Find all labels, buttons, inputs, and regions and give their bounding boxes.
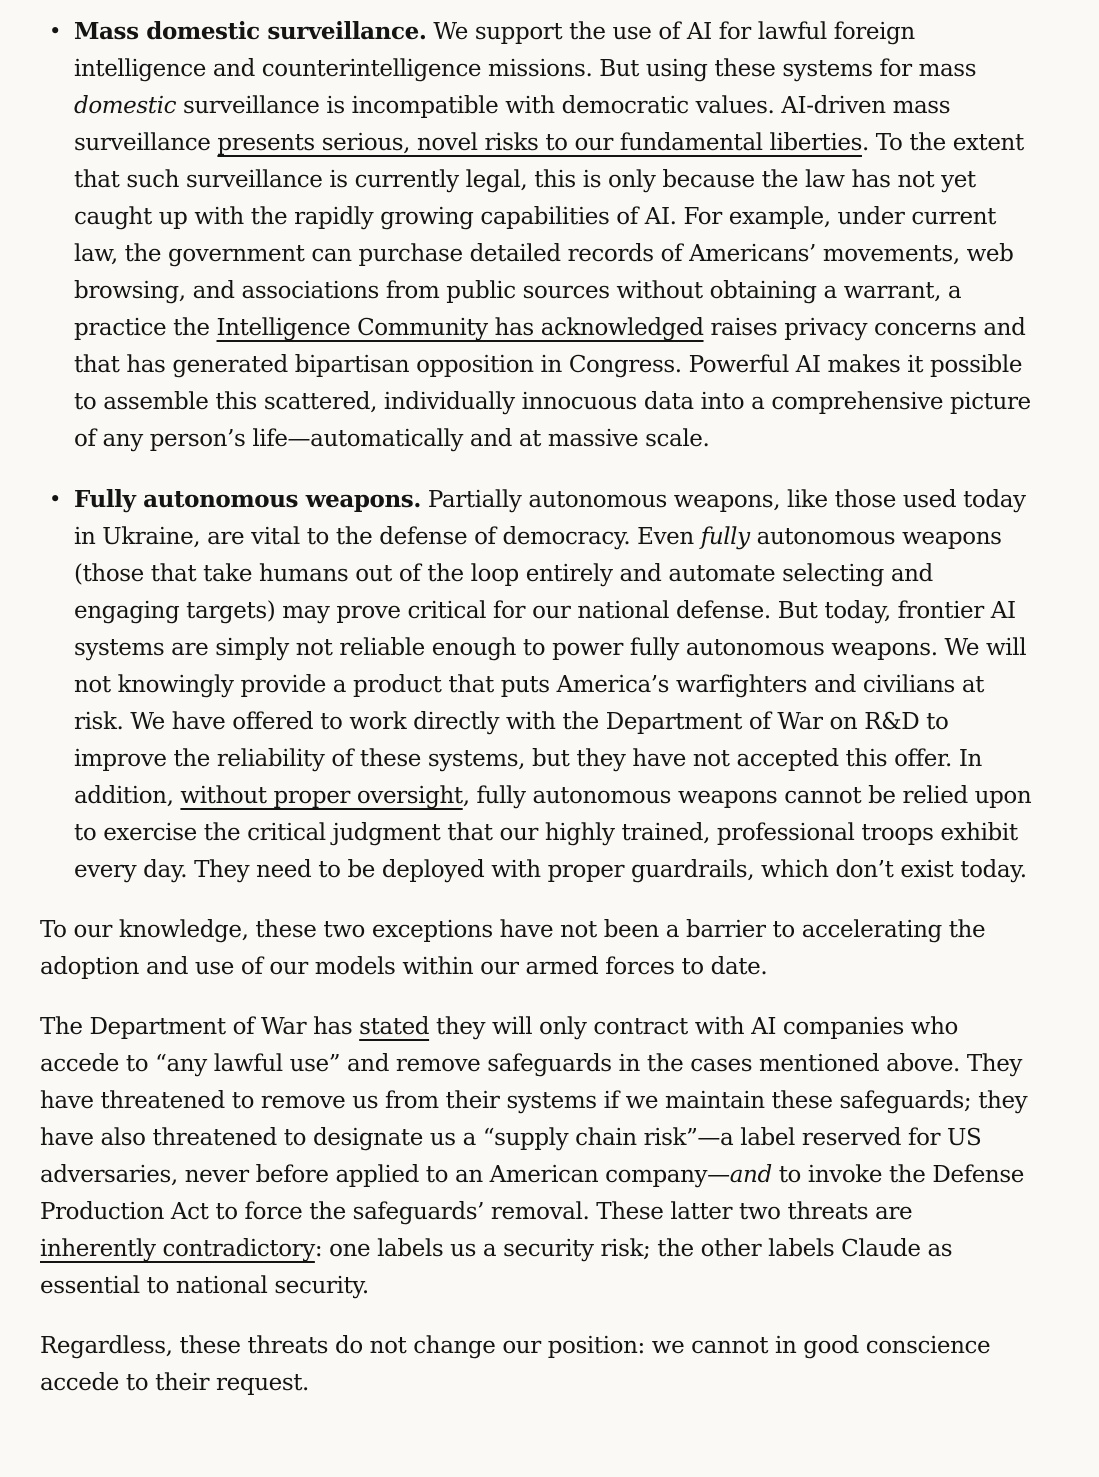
- italic-emphasis: fully: [700, 524, 750, 550]
- inline-link[interactable]: Intelligence Community has acknowledged: [216, 315, 704, 341]
- paragraph-armed-forces-adoption: [40, 912, 1033, 986]
- text-run: raises privacy concerns and that has generated bipartisan opposition in Congress. Powerful AI makes it possible to assemble this scattered, individually innocuous data into a comprehensive picture of any person’s life—automatically and at massive scale.: [74, 315, 1031, 452]
- text-run: The Department of War has: [40, 1014, 360, 1040]
- inline-link[interactable]: presents serious, novel risks to our fundamental liberties: [217, 130, 862, 156]
- inline-link[interactable]: without proper oversight: [180, 783, 463, 809]
- text-run: : one labels us a security risk; the other labels Claude as essential to national security.: [40, 1236, 953, 1299]
- text-run: Regardless, these threats do not change our position: we cannot in good conscience accede to their request.: [40, 1333, 991, 1396]
- bold-lead-in: Mass domestic surveillance.: [74, 18, 427, 45]
- inline-link[interactable]: stated: [359, 1014, 430, 1040]
- text-run: they will only contract with AI companies who accede to “any lawful use” and remove safeguards in the cases mentioned above. They have threatened to remove us from their systems if we maintain these safeguards; they have also threatened to designate us a “supply chain risk”—a label reserved for US adversaries, never before applied to an American company—: [40, 1014, 1028, 1188]
- policy-exceptions-list: [40, 13, 1033, 889]
- text-run: We support the use of AI for lawful foreign intelligence and counterintelligence missions. But using these systems for mass: [74, 19, 977, 82]
- text-run: surveillance is incompatible with democratic values. AI-driven mass surveillance: [74, 93, 951, 156]
- italic-emphasis: and: [729, 1162, 772, 1188]
- text-run: to invoke the Defense Production Act to force the safeguards’ removal. These latter two threats are: [40, 1162, 1024, 1225]
- bold-lead-in: Fully autonomous weapons.: [74, 486, 421, 513]
- paragraph-department-of-war-demands: [40, 1009, 1033, 1305]
- text-run: To our knowledge, these two exceptions have not been a barrier to accelerating the adoption and use of our models within our armed forces to date.: [40, 917, 986, 980]
- inline-link[interactable]: inherently contradictory: [40, 1236, 315, 1262]
- text-run: , fully autonomous weapons cannot be relied upon to exercise the critical judgment that our highly trained, professional troops exhibit every day. They need to be deployed with proper guardrails, which don’t exist today.: [74, 783, 1032, 883]
- paragraph-position-statement: [40, 1328, 1033, 1402]
- list-item-mass-domestic-surveillance: [40, 13, 1033, 458]
- italic-emphasis: domestic: [74, 93, 177, 119]
- text-run: Partially autonomous weapons, like those used today in Ukraine, are vital to the defense of democracy. Even: [74, 487, 1026, 550]
- text-run: . To the extent that such surveillance is currently legal, this is only because the law has not yet caught up with the rapidly growing capabilities of AI. For example, under current law, the government can purchase detailed records of Americans’ movements, web browsing, and associations from public sources without obtaining a warrant, a practice the: [74, 130, 1024, 341]
- text-run: autonomous weapons (those that take humans out of the loop entirely and automate selecting and engaging targets) may prove critical for our national defense. But today, frontier AI systems are simply not reliable enough to power fully autonomous weapons. We will not knowingly provide a product that puts America’s warfighters and civilians at risk. We have offered to work directly with the Department of War on R&D to improve the reliability of these systems, but they have not accepted this offer. In addition,: [74, 524, 1027, 809]
- list-item-fully-autonomous-weapons: [40, 481, 1033, 889]
